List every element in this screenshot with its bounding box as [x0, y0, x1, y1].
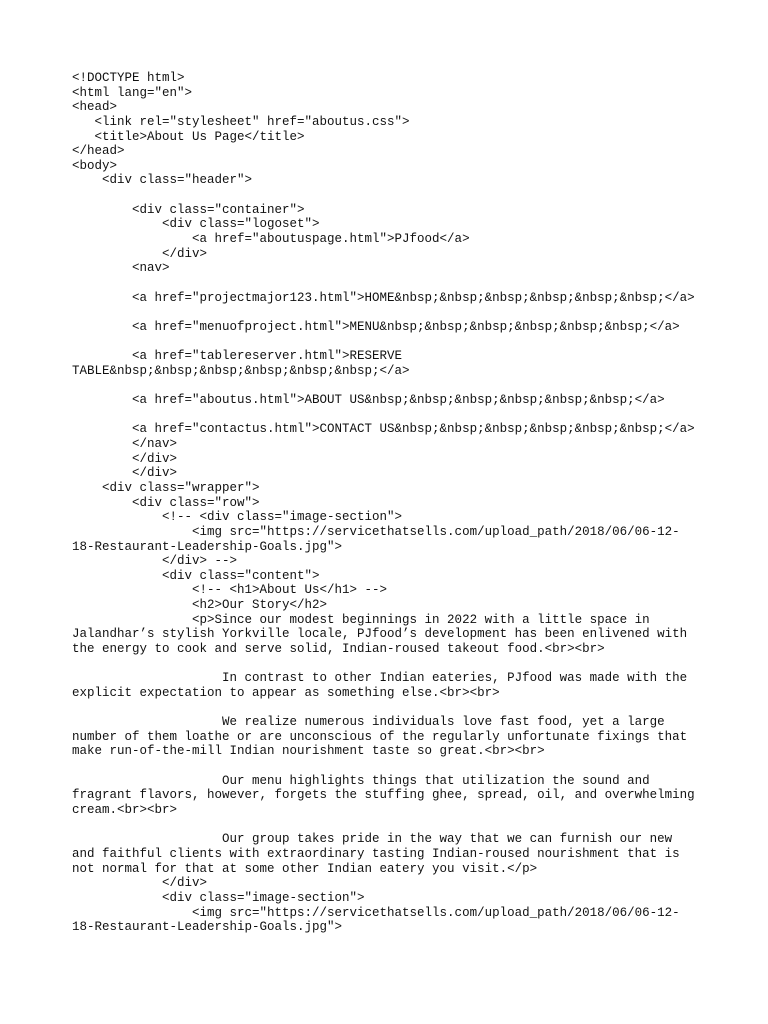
code-line	[72, 378, 712, 393]
code-line: </div>	[72, 451, 178, 466]
code-line: <title>About Us Page</title>	[72, 129, 305, 144]
code-line: <a href="menuofproject.html">MENU&nbsp;&nbsp;&nbsp;&nbsp;&nbsp;&nbsp;</a>	[72, 319, 680, 334]
code-line: explicit expectation to appear as something else.<br><br>	[72, 685, 500, 700]
code-line: </div>	[72, 246, 208, 261]
code-line: <body>	[72, 158, 118, 173]
code-line	[72, 759, 712, 774]
code-line: Jalandhar’s stylish Yorkville locale, PJfood’s development has been enlivened with	[72, 627, 688, 642]
code-line: <!DOCTYPE html>	[72, 71, 185, 85]
code-line: </div>	[72, 876, 208, 891]
code-line: <div class="header">	[72, 173, 253, 188]
code-line	[72, 188, 712, 203]
code-line: </head>	[72, 144, 125, 159]
code-line: <head>	[72, 100, 118, 115]
code-line: <!-- <h1>About Us</h1> -->	[72, 583, 388, 598]
code-line: </div> -->	[72, 554, 238, 569]
code-line: <a href="aboutus.html">ABOUT US&nbsp;&nbsp;&nbsp;&nbsp;&nbsp;&nbsp;</a>	[72, 393, 665, 408]
code-line	[72, 408, 712, 423]
code-line: make run-of-the-mill Indian nourishment taste so great.<br><br>	[72, 744, 545, 759]
code-line	[72, 305, 712, 320]
code-line: <a href="tablereserver.html">RESERVE	[72, 349, 403, 364]
code-line: <div class="content">	[72, 568, 320, 583]
code-line	[72, 276, 712, 291]
code-line: <h2>Our Story</h2>	[72, 598, 328, 613]
code-line: <!-- <div class="image-section">	[72, 510, 403, 525]
code-line: <div class="wrapper">	[72, 480, 260, 495]
code-line: <a href="projectmajor123.html">HOME&nbsp;&nbsp;&nbsp;&nbsp;&nbsp;&nbsp;</a>	[72, 290, 695, 305]
code-line: <img src="https://servicethatsells.com/upload_path/2018/06/06-12-	[72, 905, 680, 920]
code-line: cream.<br><br>	[72, 803, 178, 818]
code-line: </nav>	[72, 437, 178, 452]
code-listing	[72, 71, 712, 935]
code-line: fragrant flavors, however, forgets the stuffing ghee, spread, oil, and overwhelming	[72, 788, 695, 803]
code-line: TABLE&nbsp;&nbsp;&nbsp;&nbsp;&nbsp;&nbsp;</a>	[72, 363, 410, 378]
code-line: <nav>	[72, 261, 170, 276]
code-line: <div class="row">	[72, 495, 260, 510]
code-line: <link rel="stylesheet" href="aboutus.css">	[72, 114, 410, 129]
code-line: 18-Restaurant-Leadership-Goals.jpg">	[72, 920, 343, 935]
code-line: Our menu highlights things that utilization the sound and	[72, 773, 650, 788]
code-line: <p>Since our modest beginnings in 2022 with a little space in	[72, 612, 650, 627]
code-line	[72, 818, 712, 833]
code-line: <a href="contactus.html">CONTACT US&nbsp;&nbsp;&nbsp;&nbsp;&nbsp;&nbsp;</a>	[72, 422, 695, 437]
code-line: 18-Restaurant-Leadership-Goals.jpg">	[72, 539, 343, 554]
code-line	[72, 335, 712, 350]
code-line: <div class="logoset">	[72, 217, 320, 232]
code-line: In contrast to other Indian eateries, PJfood was made with the	[72, 671, 688, 686]
code-line: the energy to cook and serve solid, Indian-roused takeout food.<br><br>	[72, 641, 605, 656]
code-line: and faithful clients with extraordinary tasting Indian-roused nourishment that is	[72, 846, 680, 861]
code-line: </div>	[72, 466, 178, 481]
code-line: We realize numerous individuals love fast food, yet a large	[72, 715, 665, 730]
code-line: Our group takes pride in the way that we can furnish our new	[72, 832, 673, 847]
code-line	[72, 701, 712, 716]
code-line: <html lang="en">	[72, 85, 193, 100]
code-line: not normal for that at some other Indian eatery you visit.</p>	[72, 861, 538, 876]
code-line: number of them loathe or are unconscious of the regularly unfortunate fixings that	[72, 729, 688, 744]
code-line: <a href="aboutuspage.html">PJfood</a>	[72, 232, 470, 247]
code-line: <div class="container">	[72, 202, 305, 217]
code-line: <div class="image-section">	[72, 890, 365, 905]
code-line	[72, 657, 712, 672]
code-line: <img src="https://servicethatsells.com/upload_path/2018/06/06-12-	[72, 524, 680, 539]
